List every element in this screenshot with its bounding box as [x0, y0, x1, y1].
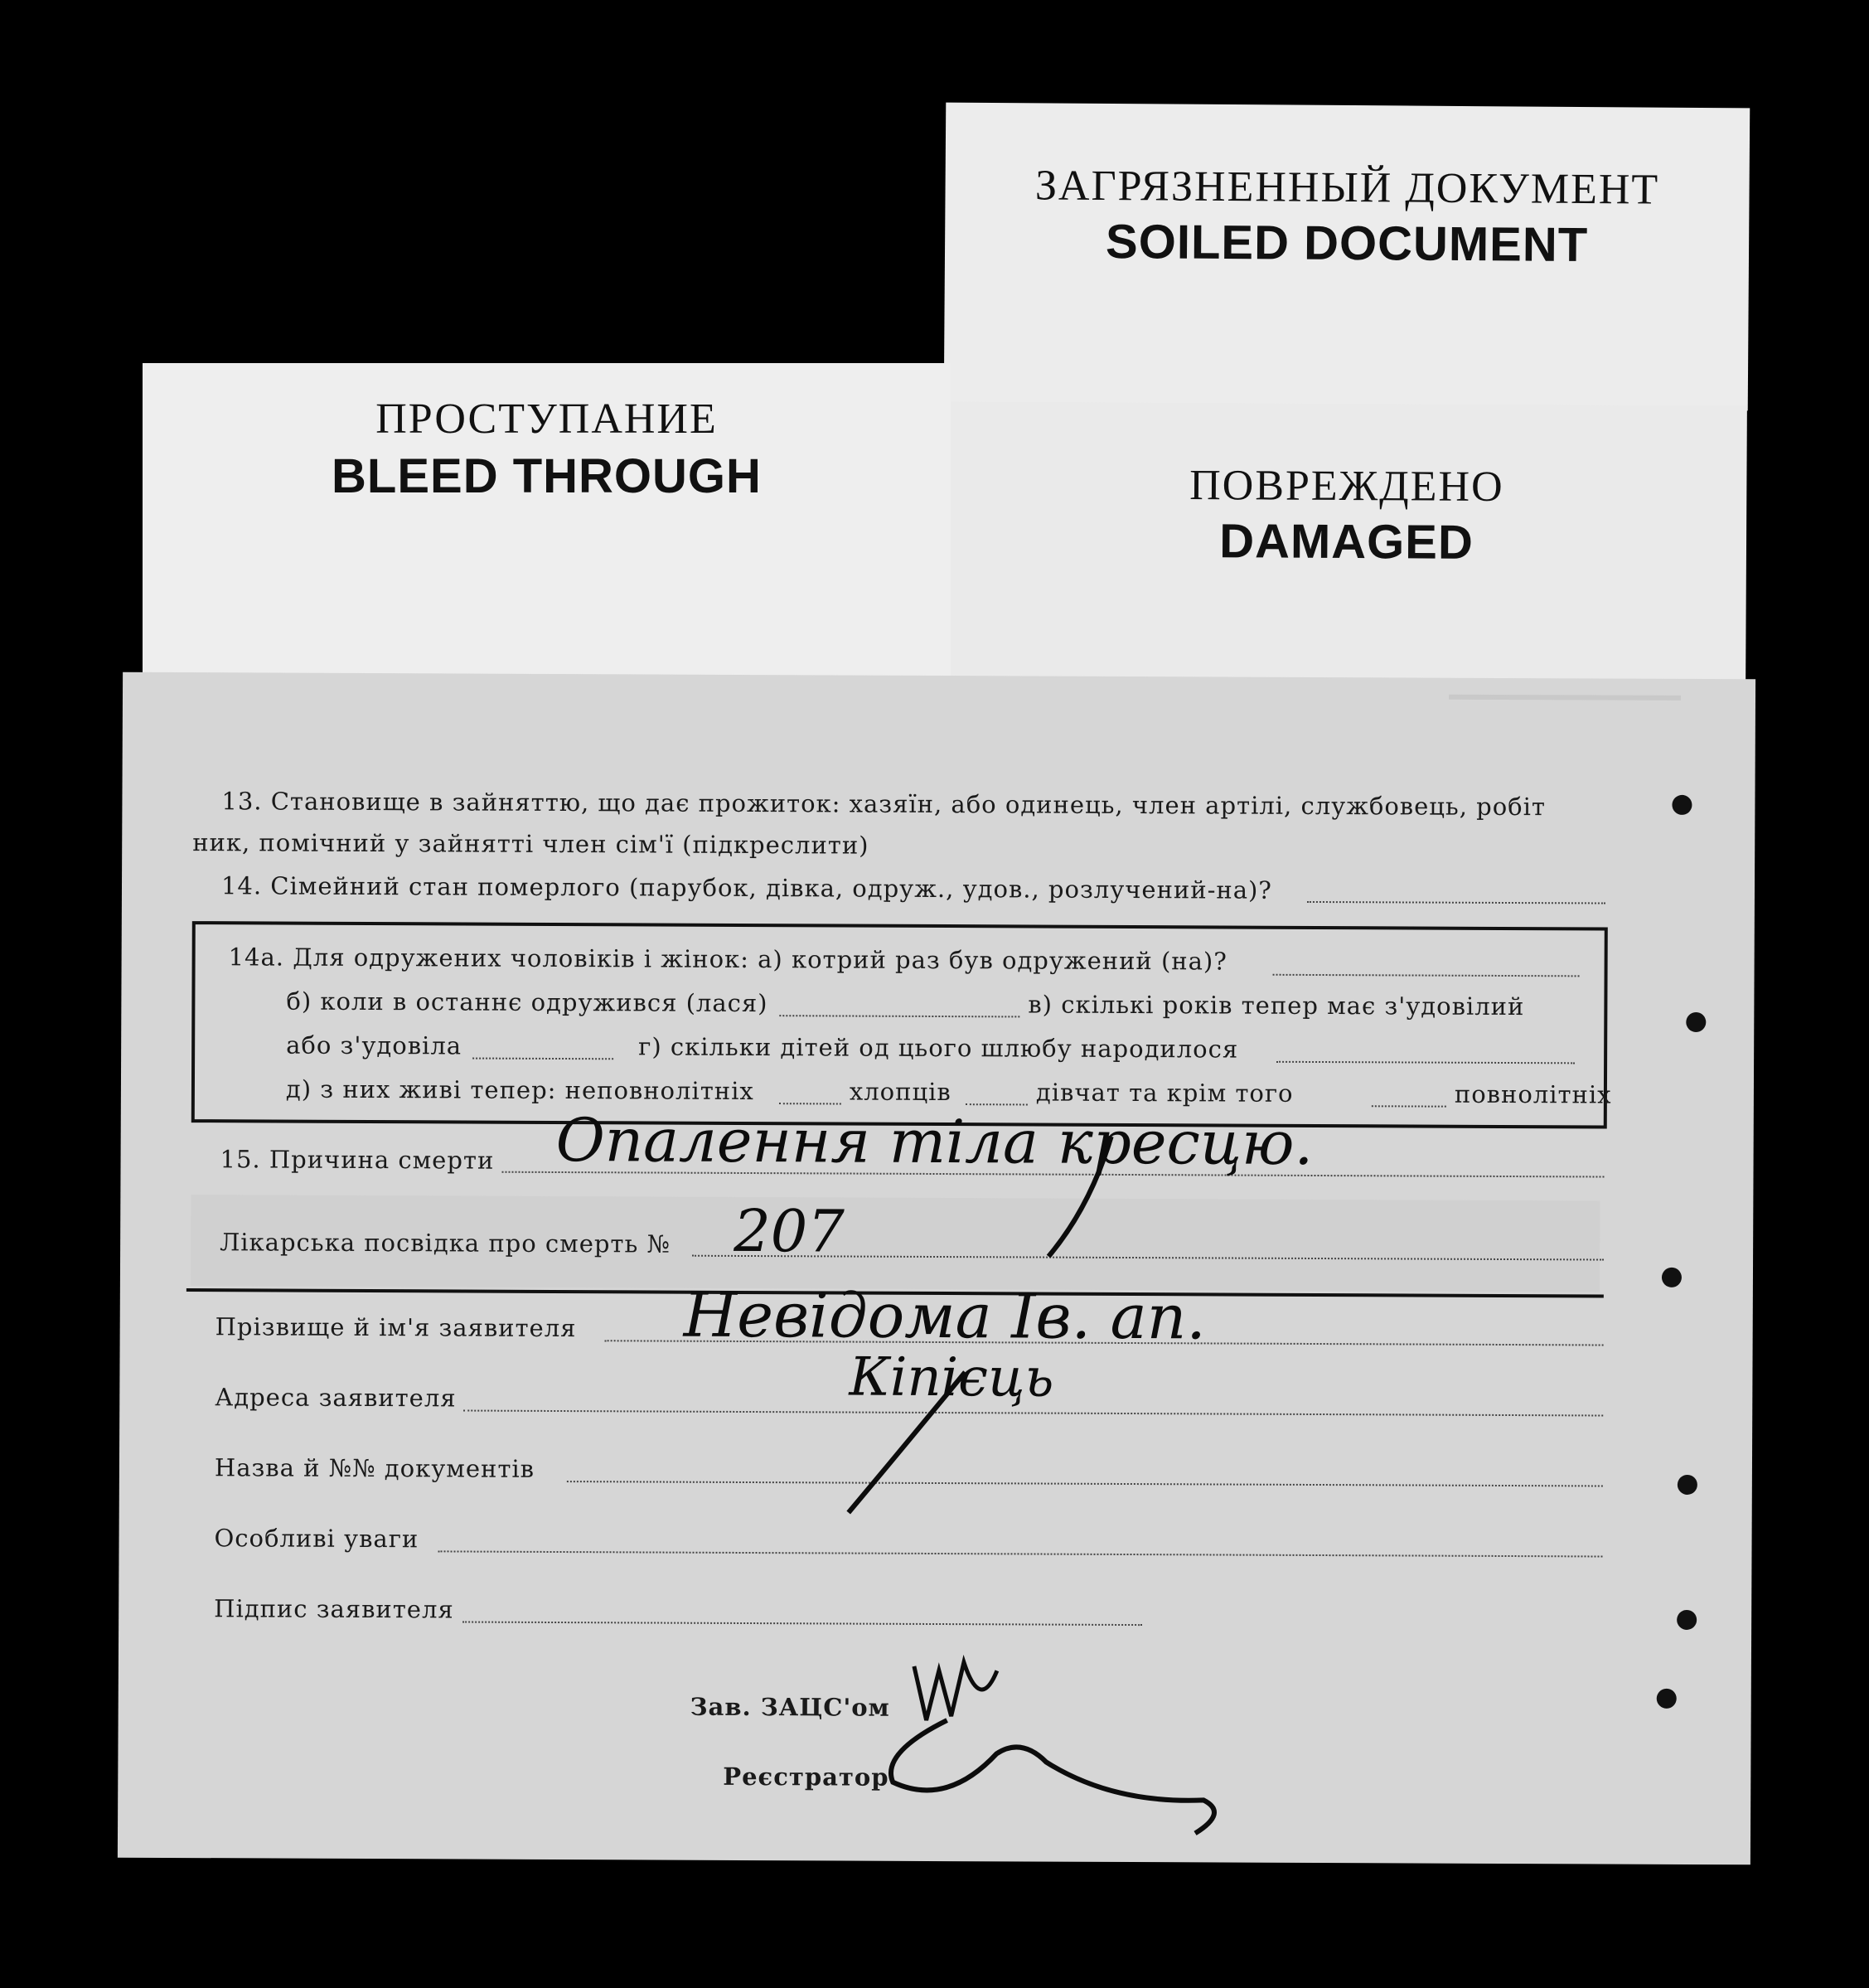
- documents-text: Назва й №№ документів: [214, 1453, 535, 1483]
- signature-text: Підпис заявителя: [214, 1594, 454, 1624]
- cause-underline-stroke: [1048, 1137, 1111, 1257]
- medical-number-handwritten: 207: [734, 1196, 845, 1266]
- q13-text-2: ник, помічний у зайнятті член сім'ї (підкреслити): [192, 828, 869, 860]
- damage-mark: [1672, 795, 1692, 815]
- applicant-name-handwritten: Невідома Ів. ап.: [683, 1279, 1207, 1354]
- q14a-text-1: 14а. Для одружених чоловіків і жінок: а) котрий раз був одружений (на)?: [228, 943, 1227, 976]
- q14a-girls-text: дівчат та крім того: [1035, 1078, 1294, 1108]
- bleed-label-en: BLEED THROUGH: [332, 449, 762, 503]
- q14a-abo-text: або з'удовіла: [286, 1030, 462, 1060]
- damaged-label-en: DAMAGED: [1219, 514, 1474, 570]
- damage-mark: [1662, 1268, 1682, 1287]
- q13-text-1: 13. Становище в зайняттю, що дає прожиток: хазяїн, або одинець, член артілі, службовець, робіт: [221, 787, 1547, 822]
- q14a-boys-text: хлопців: [849, 1077, 951, 1107]
- q15-text: 15. Причина смерти: [220, 1145, 495, 1175]
- handwriting-strokes: [118, 672, 1755, 1865]
- bleed-label-ru: ПРОСТУПАНИЕ: [375, 395, 718, 443]
- registrar-label: Реєстратор: [723, 1762, 889, 1792]
- q14a-g-text: г) скільки дітей од цього шлюбу народилося: [638, 1032, 1239, 1064]
- head-of-registry-label: Зав. ЗАЦС'ом: [690, 1692, 890, 1722]
- soiled-label-ru: ЗАГРЯЗНЕННЫЙ ДОКУМЕНТ: [1034, 162, 1660, 214]
- death-record-form: [118, 672, 1755, 1865]
- registrar-signature: [891, 1720, 1215, 1834]
- soiled-label-en: SOILED DOCUMENT: [1105, 214, 1589, 273]
- damage-mark: [1677, 1610, 1697, 1630]
- address-flourish-stroke: [849, 1372, 966, 1514]
- applicant-name-text: Прізвище й ім'я заявителя: [215, 1312, 577, 1343]
- q14a-d-text: д) з них живі тепер: неповнолітніх: [285, 1074, 754, 1106]
- q14a-adult-text: повнолітніх: [1454, 1079, 1612, 1109]
- q14-text: 14. Сімейний стан померлого (парубок, дівка, одруж., удов., розлучений-на)?: [220, 871, 1272, 904]
- soiled-document-label: [944, 103, 1750, 411]
- bleed-through-label: [143, 363, 951, 682]
- damage-mark: [1686, 1012, 1706, 1032]
- q15-handwritten: Опалення тіла кресцю.: [555, 1104, 1314, 1178]
- medical-certificate-text: Лікарська посвідка про смерть №: [220, 1228, 671, 1258]
- damage-mark: [1657, 1689, 1677, 1709]
- damaged-label-ru: ПОВРЕЖДЕНО: [1189, 462, 1504, 511]
- damage-mark: [1678, 1475, 1697, 1495]
- applicant-address-text: Адреса заявителя: [215, 1383, 457, 1413]
- applicant-address-handwritten: Кіпієць: [849, 1346, 1054, 1409]
- damaged-label: [946, 401, 1747, 691]
- q14a-b-text: б) коли в останнє одружився (лася): [286, 987, 768, 1018]
- q14a-v-text: в) скількі років тепер має з'удовілий: [1028, 990, 1525, 1021]
- head-signature: [914, 1662, 997, 1720]
- remarks-text: Особливі уваги: [214, 1524, 419, 1554]
